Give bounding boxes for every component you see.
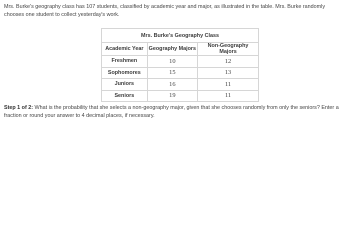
- cell-seniors-non-geography: 11: [198, 90, 259, 102]
- table-caption: Mrs. Burke's Geography Class: [102, 29, 259, 43]
- row-label-sophomores: Sophomores: [102, 67, 148, 79]
- step-label: Step 1 of 2:: [4, 105, 34, 111]
- header-non-geography-majors: Non-Geography Majors: [198, 43, 259, 56]
- header-geography-majors: Geography Majors: [147, 43, 197, 56]
- cell-freshmen-non-geography: 12: [198, 56, 259, 68]
- header-academic-year: Academic Year: [102, 43, 148, 56]
- step-question: [4, 104, 346, 120]
- table-row-seniors: [102, 90, 259, 102]
- row-label-juniors: Juniors: [102, 79, 148, 91]
- table-row-juniors: [102, 79, 259, 91]
- cell-freshmen-geography: 10: [147, 56, 197, 68]
- geography-class-table-container: [101, 28, 259, 102]
- row-label-freshmen: Freshmen: [102, 56, 148, 68]
- problem-intro: [4, 3, 344, 19]
- cell-juniors-non-geography: 11: [198, 79, 259, 91]
- table-row-freshmen: [102, 56, 259, 68]
- cell-sophomores-geography: 15: [147, 67, 197, 79]
- cell-sophomores-non-geography: 13: [198, 67, 259, 79]
- step-question-text: What is the probability that she selects a non-geography major, given that she chooses randomly from only the seniors? Enter a fraction or round your answer to 4 decimal places, if necessary.: [4, 105, 339, 119]
- table-caption-row: [102, 29, 259, 43]
- cell-juniors-geography: 16: [147, 79, 197, 91]
- cell-seniors-geography: 19: [147, 90, 197, 102]
- table-row-sophomores: [102, 67, 259, 79]
- table-header-row: [102, 43, 259, 56]
- row-label-seniors: Seniors: [102, 90, 148, 102]
- problem-intro-text: Mrs. Burke's geography class has 107 students, classified by academic year and major, as illustrated in the table. Mrs. Burke randomly chooses one student to collect yesterday's work.: [4, 4, 326, 18]
- geography-class-table: [101, 28, 259, 102]
